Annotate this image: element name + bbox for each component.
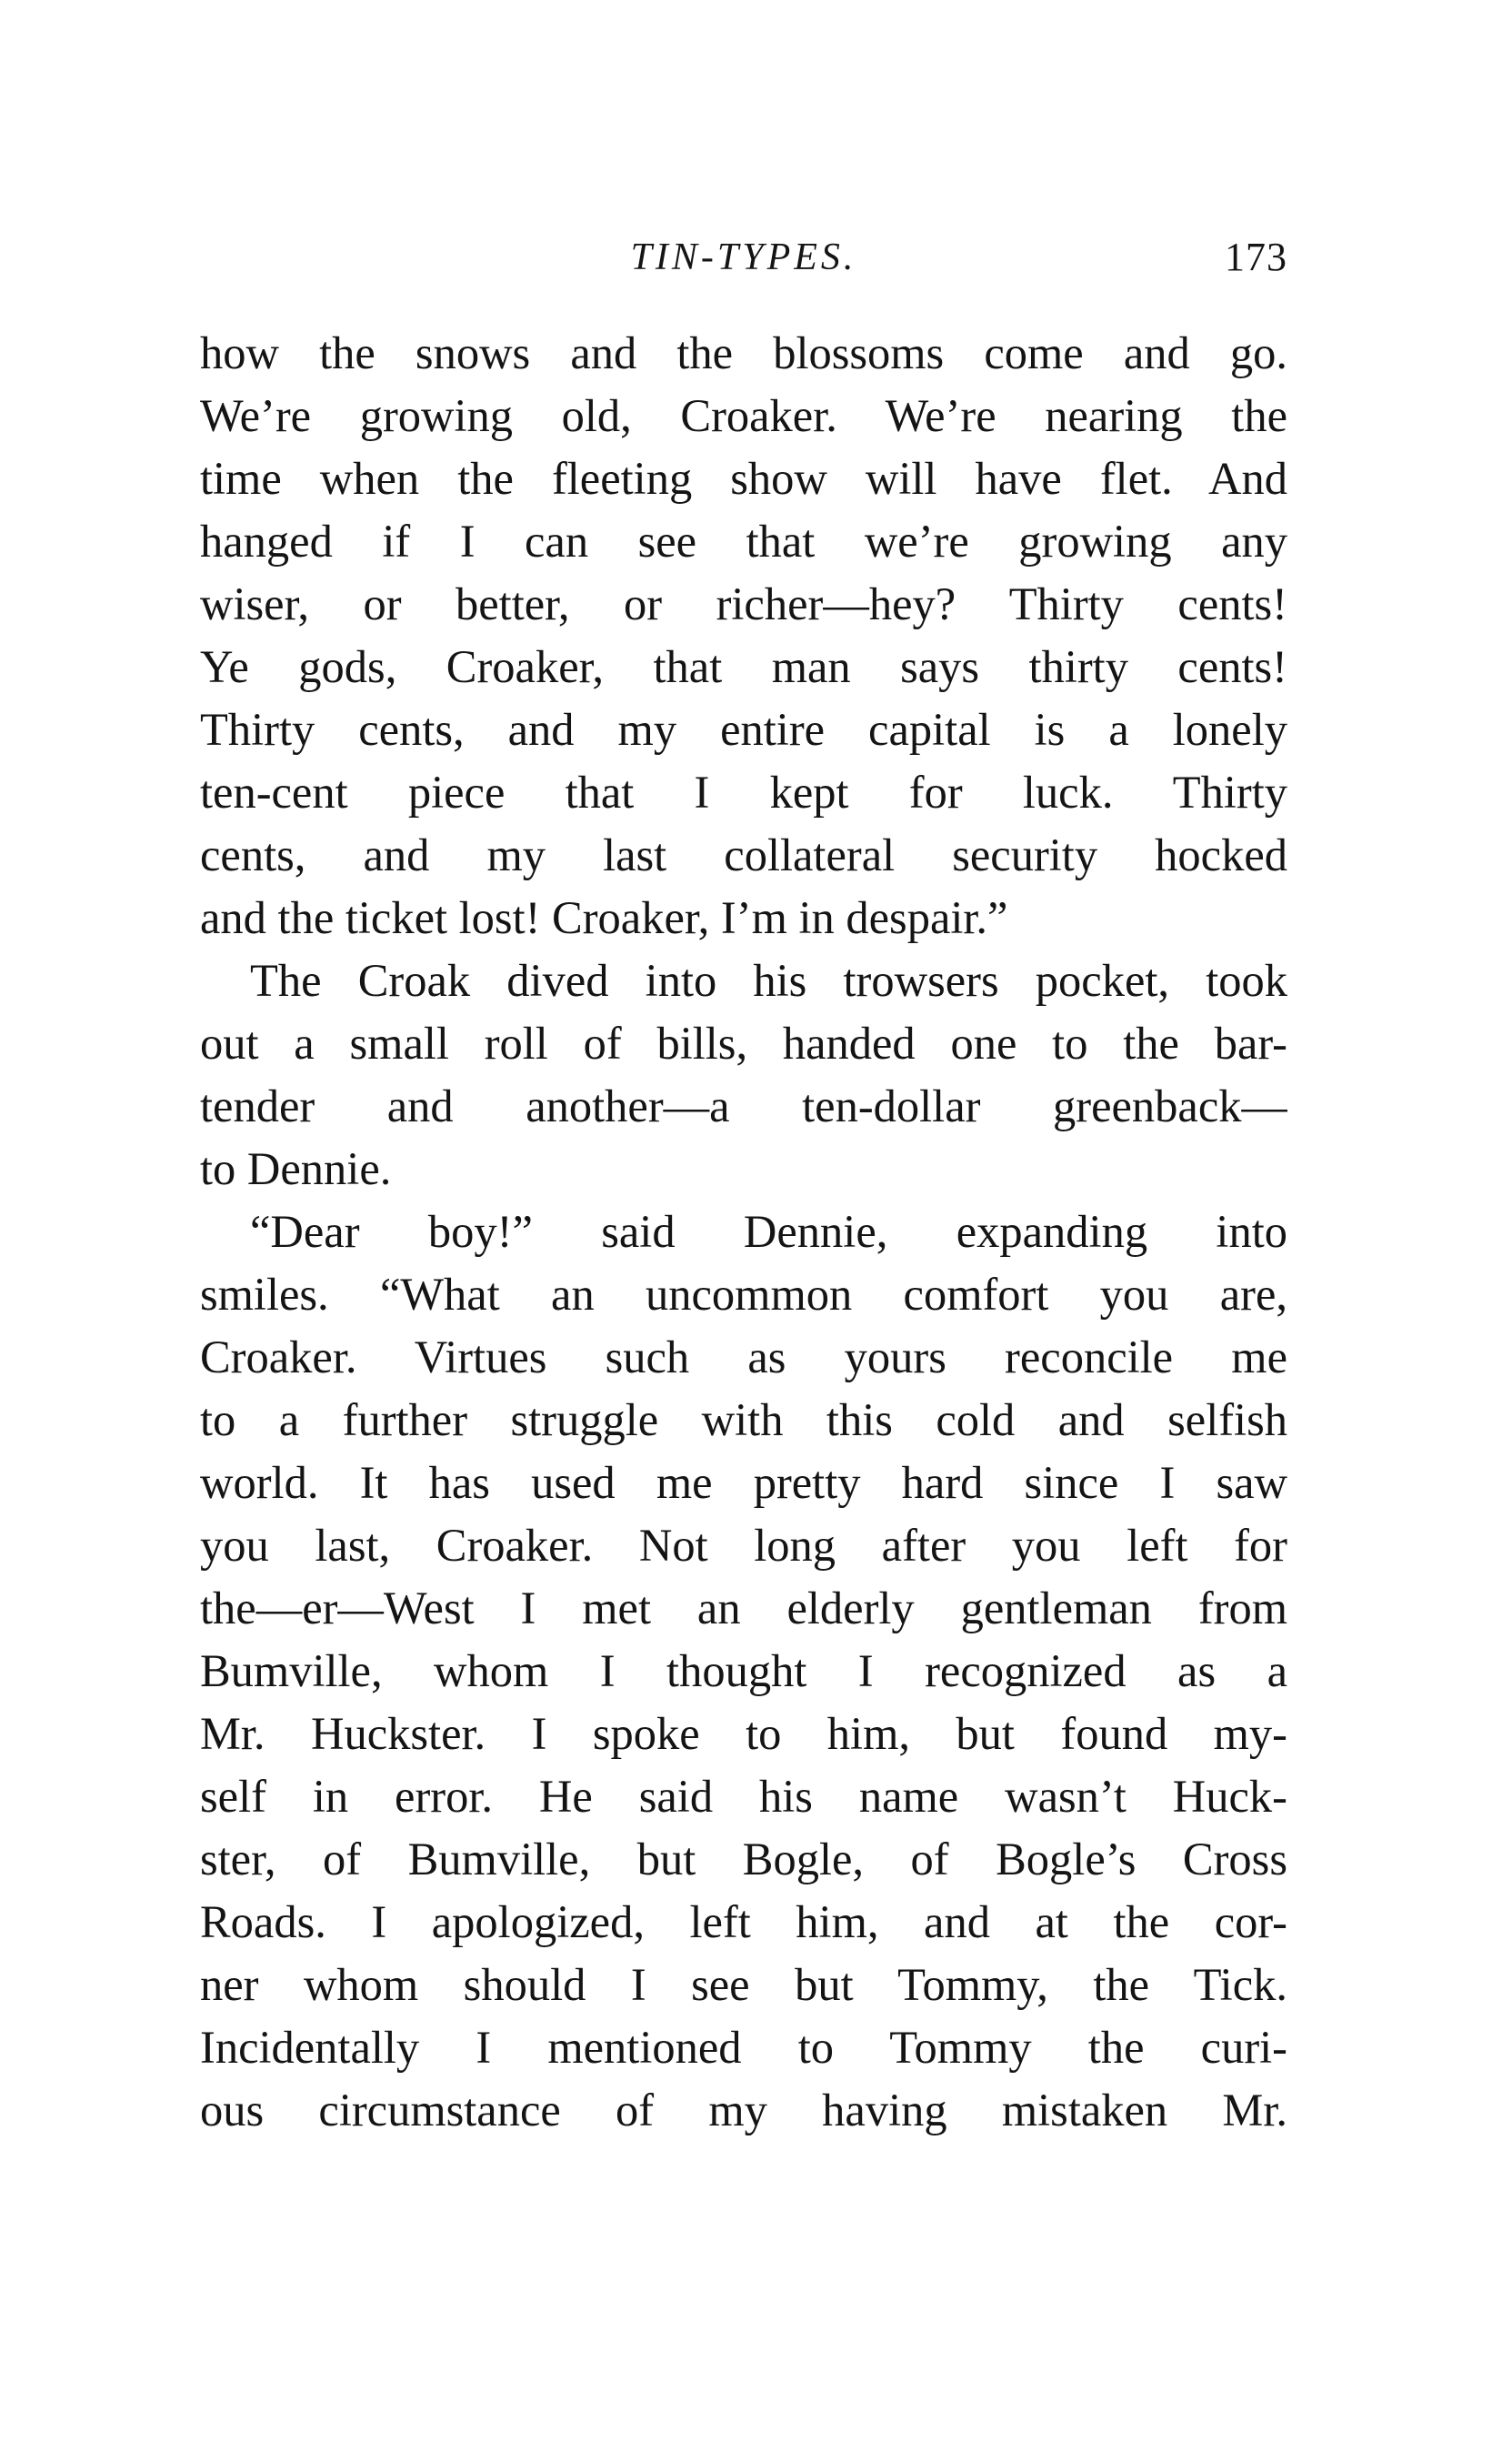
text-line: cents, and my last collateral security hocked — [200, 829, 1287, 880]
body-text — [200, 322, 1287, 2142]
text-line: ster, of Bumville, but Bogle, of Bogle’s Cross — [200, 1834, 1287, 1884]
page-header — [200, 226, 1287, 289]
text-line: you last, Croaker. Not long after you left for — [200, 1520, 1287, 1571]
text-line: the—er—West I met an elderly gentleman from — [200, 1583, 1287, 1633]
text-line: Incidentally I mentioned to Tommy the curi- — [200, 2022, 1287, 2073]
text-line: world. It has used me pretty hard since I saw — [200, 1457, 1287, 1508]
text-line: out a small roll of bills, handed one to the bar- — [200, 1018, 1287, 1069]
text-line: to a further struggle with this cold and selfish — [200, 1394, 1287, 1445]
text-line: to Dennie. — [200, 1143, 392, 1194]
text-line: and the ticket lost! Croaker, I’m in despair.” — [200, 892, 1008, 943]
text-line: tender and another—a ten-dollar greenback— — [200, 1080, 1287, 1131]
text-line: smiles. “What an uncommon comfort you are, — [200, 1269, 1287, 1320]
text-line: ner whom should I see but Tommy, the Tick. — [200, 1959, 1287, 2010]
text-line: Roads. I apologized, left him, and at the cor- — [200, 1896, 1287, 1947]
text-line: Mr. Huckster. I spoke to him, but found my- — [200, 1708, 1287, 1759]
running-title: TIN-TYPES. — [630, 236, 857, 278]
text-line: Thirty cents, and my entire capital is a lonely — [200, 704, 1287, 755]
text-line: ten-cent piece that I kept for luck. Thirty — [200, 767, 1287, 818]
text-line: Bumville, whom I thought I recognized as a — [200, 1645, 1287, 1696]
text-line: hanged if I can see that we’re growing any — [200, 516, 1287, 567]
text-line: The Croak dived into his trowsers pocket, took — [250, 955, 1287, 1006]
page-number: 173 — [1225, 235, 1287, 279]
text-line: time when the fleeting show will have flet. And — [200, 453, 1287, 504]
text-line: how the snows and the blossoms come and go. — [200, 327, 1287, 378]
text-line: wiser, or better, or richer—hey? Thirty cents! — [200, 578, 1287, 629]
text-line: self in error. He said his name wasn’t Huck- — [200, 1771, 1287, 1822]
text-line: “Dear boy!” said Dennie, expanding into — [250, 1206, 1287, 1257]
text-line: ous circumstance of my having mistaken Mr. — [200, 2085, 1287, 2135]
text-line: Ye gods, Croaker, that man says thirty cents! — [200, 641, 1287, 692]
text-line: Croaker. Virtues such as yours reconcile me — [200, 1332, 1287, 1382]
text-line: We’re growing old, Croaker. We’re nearing the — [200, 390, 1287, 441]
